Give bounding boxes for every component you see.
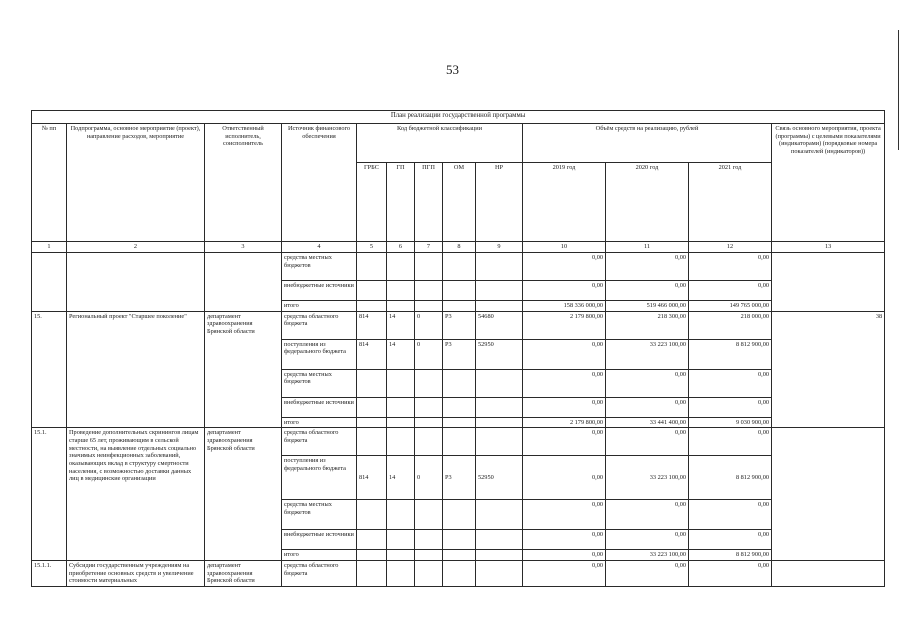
column-number: 3	[205, 242, 282, 253]
value-2021: 0,00	[689, 281, 772, 301]
executor-cell	[205, 253, 282, 312]
link-cell	[772, 428, 885, 561]
value-2019: 0,00	[523, 369, 606, 397]
source-cell: средства местных бюджетов	[282, 253, 357, 281]
header-program: Подпрограмма, основное мероприятие (проект), направление расходов, мероприятие	[67, 124, 205, 242]
source-cell: итого	[282, 550, 357, 561]
value-2020: 0,00	[606, 397, 689, 417]
value-2019: 0,00	[523, 456, 606, 500]
table-row	[32, 428, 885, 456]
value-2021: 0,00	[689, 253, 772, 281]
no-cell: 15.1.1.	[32, 561, 67, 587]
value-2019: 0,00	[523, 253, 606, 281]
column-number: 2	[67, 242, 205, 253]
value-2020: 0,00	[606, 253, 689, 281]
column-number: 11	[606, 242, 689, 253]
om-cell: Р3	[443, 311, 476, 339]
header-executor: Ответственный исполнитель, соисполнитель	[205, 124, 282, 242]
header-nr: НР	[476, 163, 523, 242]
executor-cell: департамент здравоохранения Брянской области	[205, 311, 282, 428]
value-2021: 0,00	[689, 397, 772, 417]
column-number: 4	[282, 242, 357, 253]
nr-cell: 52950	[476, 456, 523, 500]
header-gp: ГП	[387, 163, 415, 242]
executor-cell: департамент здравоохранения Брянской области	[205, 428, 282, 561]
value-2020: 33 223 100,00	[606, 456, 689, 500]
source-cell: итого	[282, 417, 357, 428]
column-number: 1	[32, 242, 67, 253]
value-2021: 149 765 000,00	[689, 301, 772, 312]
source-cell: средства областного бюджета	[282, 428, 357, 456]
program-cell: Проведение дополнительных скринингов лицам старше 65 лет, проживающим в сельской местности, на выявление отдельных социально значимых неинфекционных заболеваний, оказывающих вклад в структуру смертности населения, с возможностью доставки данных лиц в медицинские организации	[67, 428, 205, 561]
value-2020: 0,00	[606, 561, 689, 587]
value-2020: 33 441 400,00	[606, 417, 689, 428]
value-2019: 2 179 800,00	[523, 311, 606, 339]
no-cell	[32, 253, 67, 312]
source-cell: итого	[282, 301, 357, 312]
table-row	[32, 253, 885, 281]
link-cell	[772, 561, 885, 587]
value-2021: 8 812 900,00	[689, 339, 772, 369]
source-cell: внебюджетные источники	[282, 530, 357, 550]
no-cell: 15.	[32, 311, 67, 428]
value-2021: 218 000,00	[689, 311, 772, 339]
value-2019: 0,00	[523, 500, 606, 530]
column-number: 13	[772, 242, 885, 253]
value-2021: 8 812 900,00	[689, 456, 772, 500]
source-cell: средства местных бюджетов	[282, 500, 357, 530]
nr-cell: 54680	[476, 311, 523, 339]
pgp-cell: 0	[415, 311, 443, 339]
header-no: № пп	[32, 124, 67, 242]
source-cell: поступления из федерального бюджета	[282, 456, 357, 500]
column-numbers-row	[32, 242, 885, 253]
value-2021: 0,00	[689, 428, 772, 456]
om-cell: Р3	[443, 339, 476, 369]
header-source: Источник финансового обеспечения	[282, 124, 357, 242]
value-2021: 0,00	[689, 500, 772, 530]
value-2020: 0,00	[606, 530, 689, 550]
link-cell: 38	[772, 311, 885, 428]
source-cell: поступления из федерального бюджета	[282, 339, 357, 369]
value-2021: 0,00	[689, 530, 772, 550]
grbs-cell: 814	[357, 311, 387, 339]
table-title: План реализации государственной программы	[32, 111, 885, 124]
scan-edge-line	[898, 30, 899, 150]
no-cell: 15.1.	[32, 428, 67, 561]
column-number: 9	[476, 242, 523, 253]
value-2019: 0,00	[523, 530, 606, 550]
source-cell: средства областного бюджета	[282, 311, 357, 339]
header-2020: 2020 год	[606, 163, 689, 242]
value-2020: 0,00	[606, 281, 689, 301]
column-number: 8	[443, 242, 476, 253]
gp-cell: 14	[387, 456, 415, 500]
nr-cell: 52950	[476, 339, 523, 369]
value-2019: 0,00	[523, 397, 606, 417]
column-number: 12	[689, 242, 772, 253]
column-number: 6	[387, 242, 415, 253]
pgp-cell: 0	[415, 339, 443, 369]
value-2019: 0,00	[523, 339, 606, 369]
value-2019: 0,00	[523, 281, 606, 301]
value-2020: 218 300,00	[606, 311, 689, 339]
program-cell: Субсидии государственным учреждениям на приобретение основных средств и увеличение стоимости материальных	[67, 561, 205, 587]
source-cell: средства областного бюджета	[282, 561, 357, 587]
value-2021: 8 812 900,00	[689, 550, 772, 561]
source-cell: внебюджетные источники	[282, 281, 357, 301]
executor-cell: департамент здравоохранения Брянской области	[205, 561, 282, 587]
value-2020: 519 466 000,00	[606, 301, 689, 312]
column-number: 10	[523, 242, 606, 253]
budget-plan-table	[31, 110, 885, 587]
header-volume: Объём средств на реализацию, рублей	[523, 124, 772, 163]
value-2020: 0,00	[606, 500, 689, 530]
value-2021: 9 030 900,00	[689, 417, 772, 428]
gp-cell: 14	[387, 339, 415, 369]
header-om: ОМ	[443, 163, 476, 242]
value-2019: 2 179 800,00	[523, 417, 606, 428]
column-number: 5	[357, 242, 387, 253]
link-cell	[772, 253, 885, 312]
om-cell: Р3	[443, 456, 476, 500]
source-cell: внебюджетные источники	[282, 397, 357, 417]
value-2019: 0,00	[523, 428, 606, 456]
grbs-cell: 814	[357, 456, 387, 500]
value-2020: 0,00	[606, 428, 689, 456]
value-2021: 0,00	[689, 561, 772, 587]
value-2019: 0,00	[523, 561, 606, 587]
column-number: 7	[415, 242, 443, 253]
header-budget-code: Код бюджетной классификации	[357, 124, 523, 163]
value-2020: 33 223 100,00	[606, 550, 689, 561]
value-2019: 158 336 000,00	[523, 301, 606, 312]
page-number: 53	[446, 62, 459, 77]
header-grbs: ГРБС	[357, 163, 387, 242]
value-2019: 0,00	[523, 550, 606, 561]
value-2020: 33 223 100,00	[606, 339, 689, 369]
value-2020: 0,00	[606, 369, 689, 397]
grbs-cell: 814	[357, 339, 387, 369]
table-row	[32, 561, 885, 587]
pgp-cell: 0	[415, 456, 443, 500]
value-2021: 0,00	[689, 369, 772, 397]
table-row	[32, 311, 885, 339]
program-cell	[67, 253, 205, 312]
header-2021: 2021 год	[689, 163, 772, 242]
header-2019: 2019 год	[523, 163, 606, 242]
source-cell: средства местных бюджетов	[282, 369, 357, 397]
gp-cell: 14	[387, 311, 415, 339]
header-pgp: ПГП	[415, 163, 443, 242]
program-cell: Региональный проект "Старшее поколение"	[67, 311, 205, 428]
header-link: Связь основного мероприятия, проекта (программы) с целевыми показателями (индикаторами) (порядковые номера показателей (индикаторов))	[772, 124, 885, 242]
